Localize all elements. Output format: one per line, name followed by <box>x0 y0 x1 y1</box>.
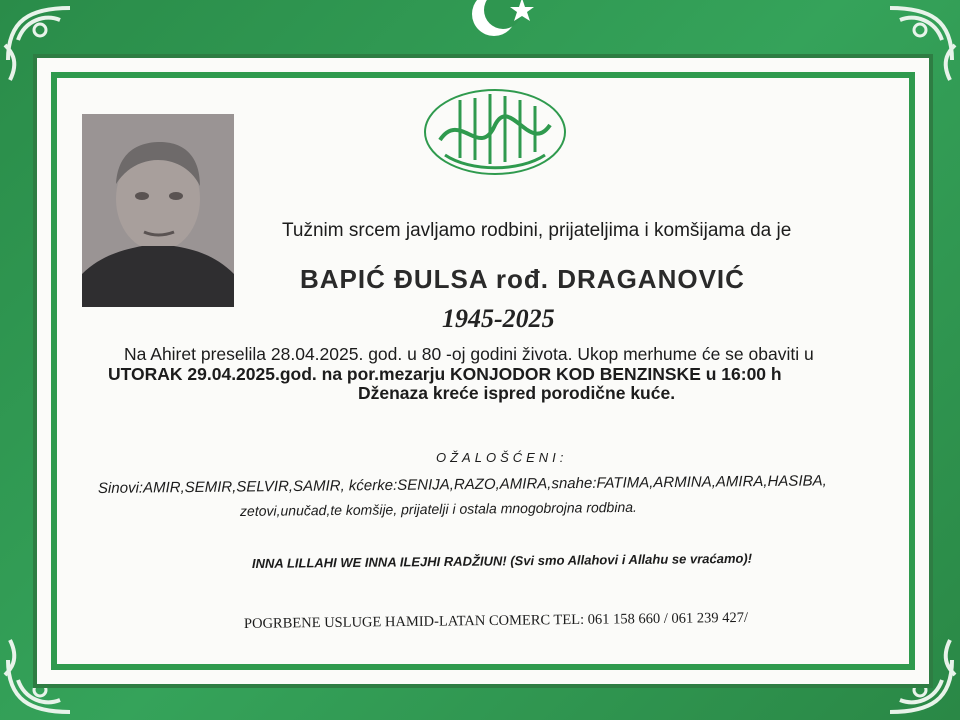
intro-text: Tužnim srcem javljamo rodbini, prijateljima i komšijama da je <box>282 220 792 241</box>
death-details-line: Na Ahiret preselila 28.04.2025. god. u 80 -oj godini života. Ukop merhume će se obaviti u <box>124 344 814 364</box>
funeral-service-footer: POGRBENE USLUGE HAMID-LATAN COMERC TEL: 061 158 660 / 061 239 427/ <box>243 609 749 632</box>
mourners-heading: OŽALOŠĆENI: <box>436 450 568 465</box>
crescent-star-icon <box>466 0 546 50</box>
mourners-list-line: Sinovi:AMIR,SEMIR,SELVIR,SAMIR, kćerke:SENIJA,RAZO,AMIRA,snahe:FATIMA,ARMINA,AMIRA,HASIBA, <box>97 472 827 497</box>
funeral-start-line: Dženaza kreće ispred porodične kuće. <box>358 383 676 403</box>
life-years: 1945-2025 <box>442 304 555 333</box>
portrait-photo <box>82 114 234 307</box>
deceased-name: BAPIĆ ĐULSA rođ. DRAGANOVIĆ <box>300 264 745 294</box>
calligraphy-emblem <box>420 80 570 180</box>
prayer-text: INNA LILLAHI WE INNA ILEJHI RADŽIUN! (Svi smo Allahovi i Allahu se vraćamo)! <box>251 550 753 571</box>
mourners-list-line-2: zetovi,unučad,te komšije, prijatelji i ostala mnogobrojna rodbina. <box>239 498 637 519</box>
burial-details-line: UTORAK 29.04.2025.god. na por.mezarju KONJODOR KOD BENZINSKE u 16:00 h <box>108 364 782 384</box>
